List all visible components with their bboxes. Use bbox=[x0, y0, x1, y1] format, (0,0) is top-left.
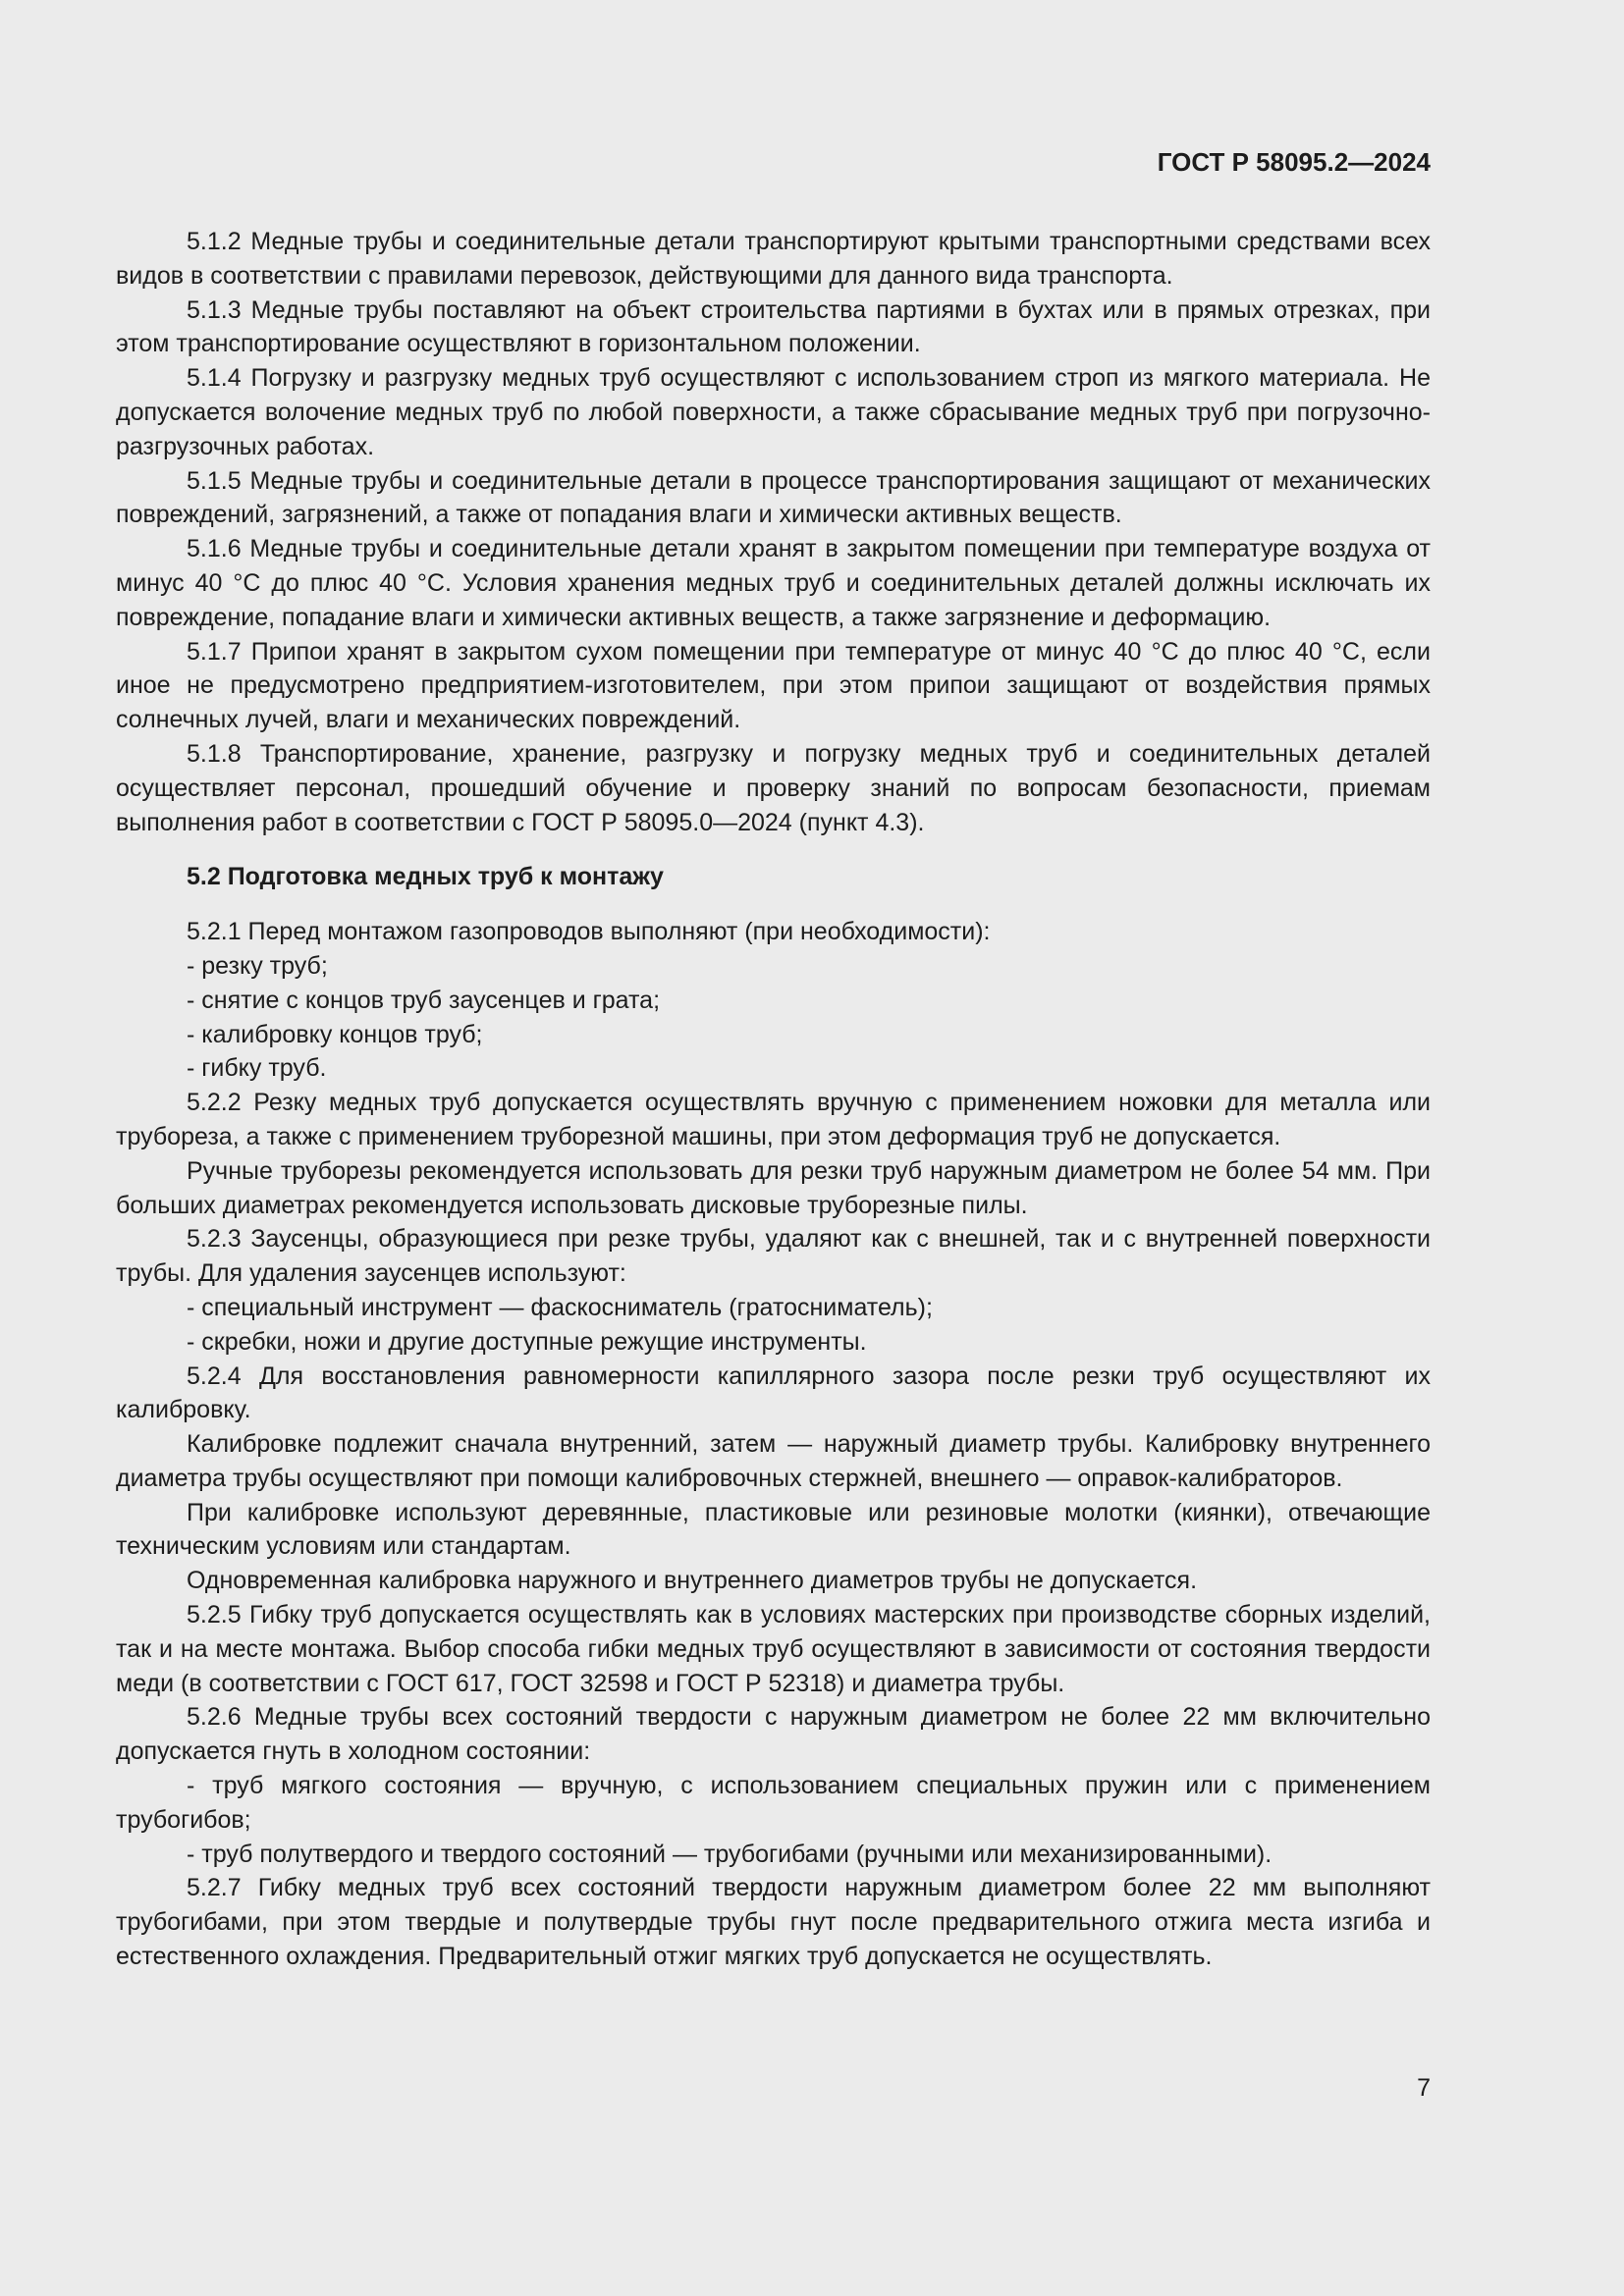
list-item-5-2-6-a: - труб мягкого состояния — вручную, с использованием специальных пружин или с применением трубогибов; bbox=[116, 1772, 1431, 1834]
paragraph-5-2-2: 5.2.2 Резку медных труб допускается осуществлять вручную с применением ножовки для металла или трубореза, а также с применением труборезной машины, при этом деформация труб не допускается. bbox=[116, 1089, 1431, 1150]
document-body bbox=[116, 225, 1431, 1974]
list-item-5-2-6-b: - труб полутвердого и твердого состояний — трубогибами (ручными или механизированными). bbox=[187, 1840, 1272, 1868]
paragraph-5-2-4: 5.2.4 Для восстановления равномерности капиллярного зазора после резки труб осуществляют их калибровку. bbox=[116, 1362, 1431, 1424]
paragraph-5-1-2: 5.1.2 Медные трубы и соединительные детали транспортируют крытыми транспортными средствами всех видов в соответствии с правилами перевозок, действующими для данного вида транспорта. bbox=[116, 228, 1431, 290]
paragraph-5-2-4-b: Калибровке подлежит сначала внутренний, затем — наружный диаметр трубы. Калибровку внутреннего диаметра трубы осуществляют при помощи калибровочных стержней, внешнего — оправок-калибраторов. bbox=[116, 1430, 1431, 1492]
list-item-5-2-1-b: - снятие с концов труб заусенцев и грата; bbox=[187, 986, 661, 1014]
paragraph-5-2-2-b: Ручные труборезы рекомендуется использовать для резки труб наружным диаметром не более 54 мм. При больших диаметрах рекомендуется использовать дисковые труборезные пилы. bbox=[116, 1156, 1431, 1219]
paragraph-5-2-6: 5.2.6 Медные трубы всех состояний твердости с наружным диаметром не более 22 мм включительно допускается гнуть в холодном состоянии: bbox=[116, 1703, 1431, 1766]
paragraph-5-1-4: 5.1.4 Погрузку и разгрузку медных труб осуществляют с использованием строп из мягкого материала. Не допускается волочение медных труб по любой поверхности, а также сбрасывание медных труб при погрузочно-разгрузочных работах. bbox=[116, 364, 1431, 460]
paragraph-5-2-4-c: При калибровке используют деревянные, пластиковые или резиновые молотки (киянки), отвечающие техническим условиям или стандартам. bbox=[116, 1498, 1431, 1561]
list-item-5-2-3-b: - скребки, ножи и другие доступные режущие инструменты. bbox=[187, 1327, 867, 1356]
paragraph-5-2-1: 5.2.1 Перед монтажом газопроводов выполняют (при необходимости): bbox=[187, 918, 991, 946]
list-item-5-2-1-a: - резку труб; bbox=[187, 951, 328, 980]
paragraph-5-2-5: 5.2.5 Гибку труб допускается осуществлять как в условиях мастерских при производстве сборных изделий, так и на месте монтажа. Выбор способа гибки медных труб осуществляют в зависимости от состояния твердости меди (в соответствии с ГОСТ 617, ГОСТ 32598 и ГОСТ Р 52318) и диаметра трубы. bbox=[116, 1601, 1431, 1697]
list-item-5-2-3-a: - специальный инструмент — фаскосниматель (гратосниматель); bbox=[187, 1293, 933, 1321]
paragraph-5-2-4-d: Одновременная калибровка наружного и внутреннего диаметров трубы не допускается. bbox=[187, 1567, 1198, 1595]
paragraph-5-1-6: 5.1.6 Медные трубы и соединительные детали хранят в закрытом помещении при температуре воздуха от минус 40 °С до плюс 40 °С. Условия хранения медных труб и соединительных деталей должны исключать их повреждение, попадание влаги и химически активных веществ, а также загрязнение и деформацию. bbox=[116, 535, 1431, 631]
list-item-5-2-1-d: - гибку труб. bbox=[187, 1054, 327, 1083]
paragraph-5-1-3: 5.1.3 Медные трубы поставляют на объект строительства партиями в бухтах или в прямых отрезках, при этом транспортирование осуществляют в горизонтальном положении. bbox=[116, 295, 1431, 358]
paragraph-5-1-8: 5.1.8 Транспортирование, хранение, разгрузку и погрузку медных труб и соединительных деталей осуществляет персонал, прошедший обучение и проверку знаний по вопросам безопасности, приемам выполнения работ в соответствии с ГОСТ Р 58095.0—2024 (пункт 4.3). bbox=[116, 739, 1431, 836]
paragraph-5-1-7: 5.1.7 Припои хранят в закрытом сухом помещении при температуре от минус 40 °С до плюс 40 °С, если иное не предусмотрено предприятием-изготовителем, при этом припои защищают от воздействия прямых солнечных лучей, влаги и механических повреждений. bbox=[116, 637, 1431, 734]
document-header-code: ГОСТ Р 58095.2—2024 bbox=[1157, 147, 1431, 177]
section-heading-5-2: 5.2 Подготовка медных труб к монтажу bbox=[187, 863, 664, 891]
page-number: 7 bbox=[1417, 2074, 1431, 2102]
paragraph-5-2-7: 5.2.7 Гибку медных труб всех состояний твердости наружным диаметром более 22 мм выполняют трубогибами, при этом твердые и полутвердые трубы гнут после предварительного отжига места изгиба и естественного охлаждения. Предварительный отжиг мягких труб допускается не осуществлять. bbox=[116, 1874, 1431, 1971]
paragraph-5-2-3: 5.2.3 Заусенцы, образующиеся при резке трубы, удаляют как с внешней, так и с внутренней поверхности трубы. Для удаления заусенцев используют: bbox=[116, 1225, 1431, 1288]
paragraph-5-1-5: 5.1.5 Медные трубы и соединительные детали в процессе транспортирования защищают от механических повреждений, загрязнений, а также от попадания влаги и химически активных веществ. bbox=[116, 466, 1431, 529]
list-item-5-2-1-c: - калибровку концов труб; bbox=[187, 1020, 483, 1048]
